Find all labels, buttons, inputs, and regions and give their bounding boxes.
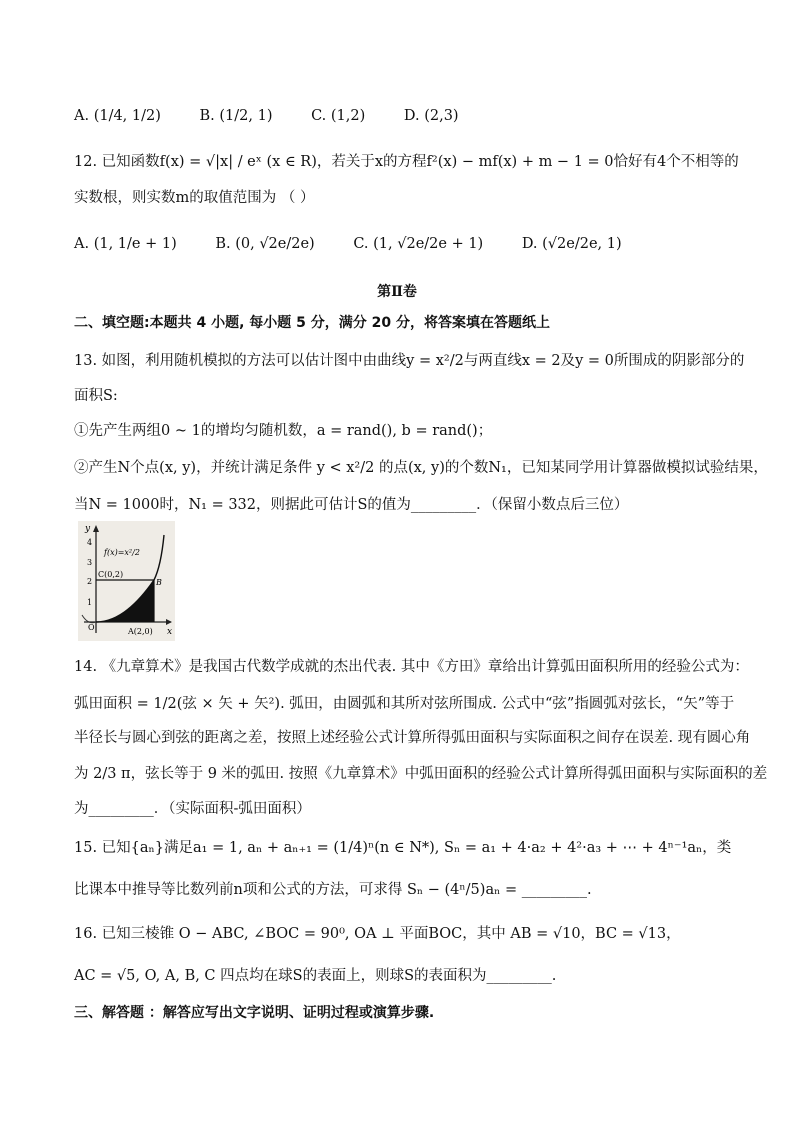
q14-line3: 半径长与圆心到弦的距离之差，按照上述经验公式计算所得弧田面积与实际面积之间存在误差. 现有圆心角 [74,730,751,746]
q12-option-b: B. (0, √2e/2e) [215,236,315,252]
q14-line4: 为 2/3 π，弦长等于 9 米的弧田. 按照《九章算术》中弧田面积的经验公式计算所得弧田面积与实际面积的差 [74,766,768,782]
point-a-label: A(2,0) [128,627,153,636]
q15-line1: 15. 已知{aₙ}满足a₁ = 1, aₙ + aₙ₊₁ = (1/4)ⁿ(n ∈ N*), Sₙ = a₁ + 4·a₂ + 4²·a₃ + ⋯ + 4ⁿ⁻¹aₙ，类 [74,840,732,856]
y-tick-1: 1 [87,598,93,607]
q13-line1: 13. 如图，利用随机模拟的方法可以估计图中由曲线y = x²/2与两直线x = 2及y = 0所围成的阴影部分的 [74,353,745,369]
section2-heading: 二、填空题:本题共 4 小题, 每小题 5 分，满分 20 分，将答案填在答题纸上 [74,315,550,331]
q13-line5: 当N = 1000时，N₁ = 332，则据此可估计S的值为_________．（保留小数点后三位） [74,497,629,513]
y-axis-arrow [93,525,99,532]
origin-label: O [88,623,95,632]
point-c-label: C(0,2) [98,570,124,579]
q13-graph [78,521,175,641]
q12-option-c: C. (1, √2e/2e + 1) [353,236,484,252]
q13-line2: 面积S: [74,388,118,404]
q16-line1: 16. 已知三棱锥 O − ABC, ∠BOC = 90⁰, OA ⊥ 平面BOC，其中 AB = √10，BC = √13， [74,926,681,942]
q12-line1: 12. 已知函数f(x) = √|x| / eˣ (x ∈ R)，若关于x的方程f²(x) − mf(x) + m − 1 = 0恰好有4个不相等的 [74,154,739,170]
q14-line5: 为_________．（实际面积-弧田面积） [74,801,311,817]
x-axis-label: x [167,627,173,637]
shaded-region [96,580,154,622]
q12-line2: 实数根，则实数m的取值范围为 （ ） [74,190,315,206]
q13-graph-svg [78,521,175,641]
q12-option-a: A. (1, 1/e + 1) [74,236,177,252]
y-tick-3: 3 [87,558,93,567]
q14-line1: 14. 《九章算术》是我国古代数学成就的杰出代表. 其中《方田》章给出计算弧田面积所用的经验公式为： [74,659,749,675]
y-tick-2: 2 [87,577,93,586]
q12-option-d: D. (√2e/2e, 1) [521,236,622,252]
point-b-label: B [156,578,162,587]
function-label: f(x)=x²/2 [104,548,140,557]
y-axis-label: y [85,524,91,534]
part2-title: 第Ⅱ卷 [377,284,417,300]
q13-line4: ②产生N个点(x, y)，并统计满足条件 y < x²/2 的点(x, y)的个数N₁，已知某同学用计算器做模拟试验结果， [74,460,768,476]
x-axis-arrow [166,619,172,625]
section3-heading: 三、解答题 ：解答应写出文字说明、证明过程或演算步骤. [74,1005,435,1021]
q11-option-a: A. (1/4, 1/2) [74,108,161,124]
q15-line2: 比课本中推导等比数列前n项和公式的方法，可求得 Sₙ − (4ⁿ/5)aₙ = _________. [74,882,592,898]
q11-options [74,106,493,126]
q14-line2: 弧田面积 = 1/2(弦 × 矢 + 矢²). 弧田，由圆弧和其所对弦所围成. 公式中“弦”指圆弧对弦长，“矢”等于 [74,696,735,712]
q13-line3: ①先产生两组0 ~ 1的增均匀随机数，a = rand(), b = rand()； [74,423,493,439]
q11-option-c: C. (1,2) [311,108,366,124]
q11-option-b: B. (1/2, 1) [199,108,273,124]
y-tick-4: 4 [87,538,93,547]
q11-option-d: D. (2,3) [403,108,459,124]
q16-line2: AC = √5, O, A, B, C 四点均在球S的表面上，则球S的表面积为_________. [74,968,557,984]
q12-options [74,234,656,254]
